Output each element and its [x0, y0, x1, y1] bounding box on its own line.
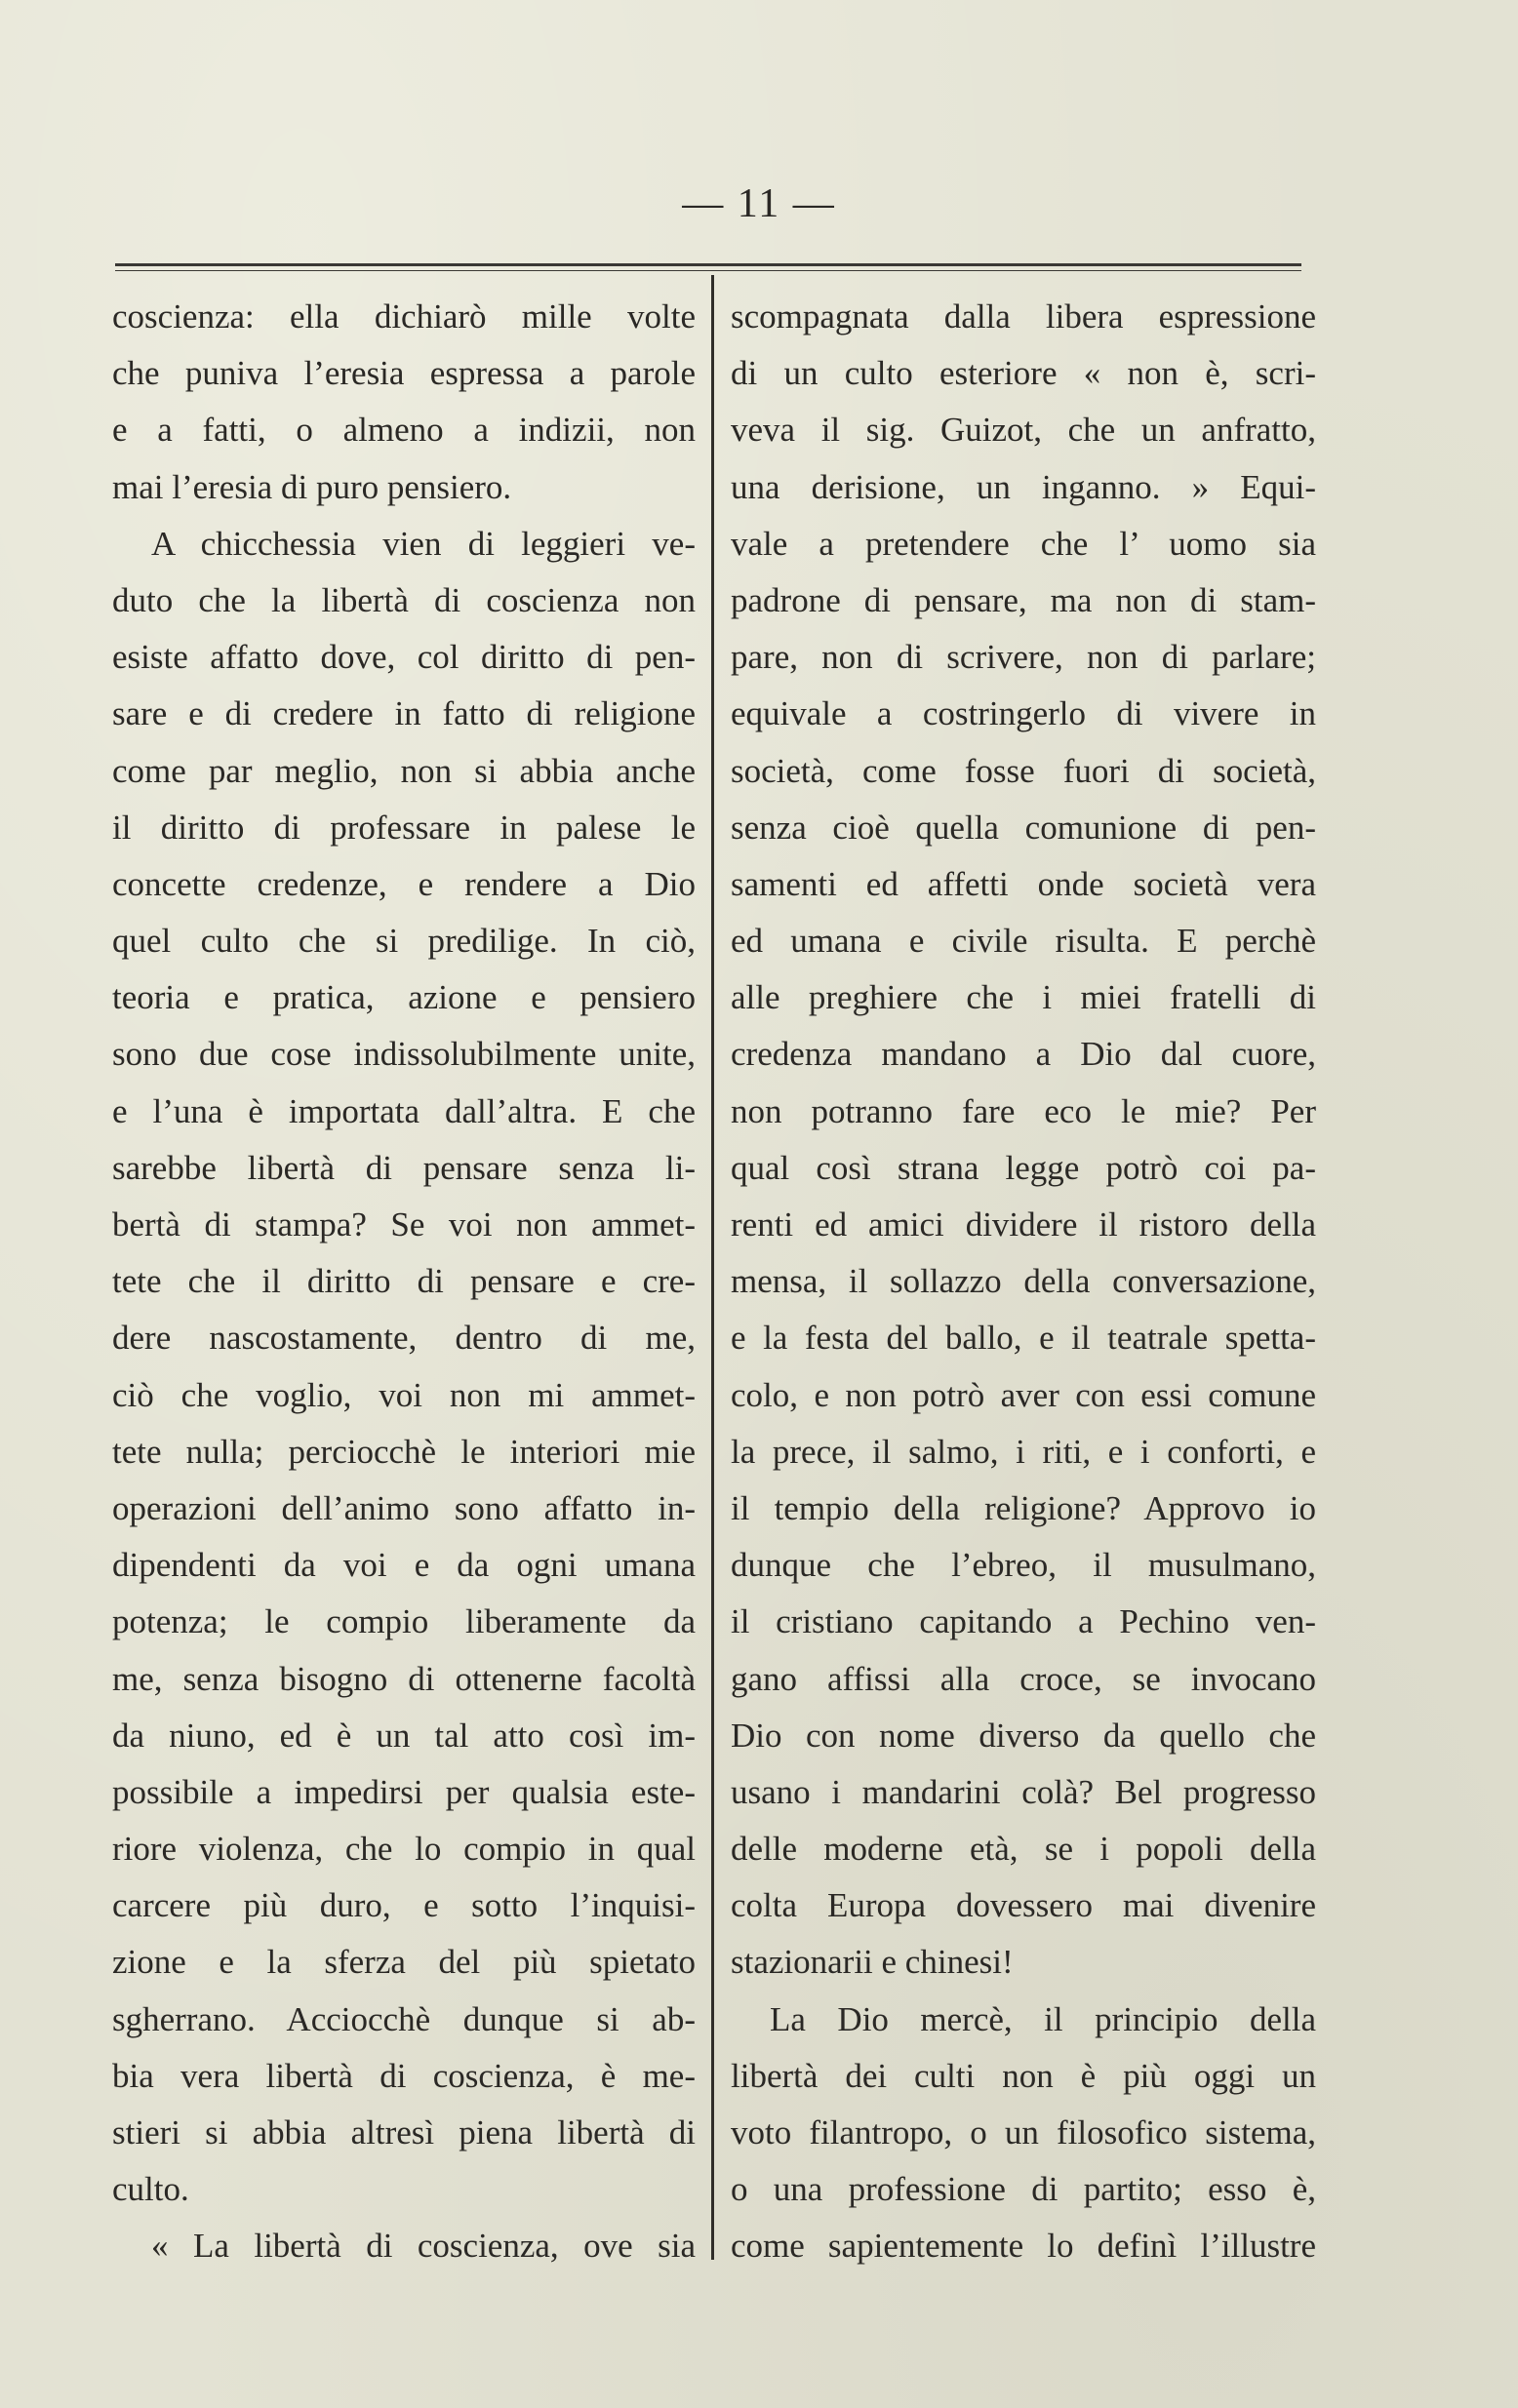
left-column [112, 289, 696, 2275]
text-line: credenza mandano a Dio dal cuore, [731, 1035, 1316, 1074]
header-rule-thin [115, 270, 1301, 271]
text-line: renti ed amici dividere il ristoro della [731, 1205, 1316, 1243]
text-line: come sapientemente lo definì l’illustre [731, 2227, 1316, 2266]
text-line: bia vera libertà di coscienza, è me- [112, 2056, 696, 2095]
text-line: di un culto esteriore « non è, scri- [731, 354, 1316, 393]
text-line: società, come fosse fuori di società, [731, 751, 1316, 790]
text-line: alle preghiere che i miei fratelli di [731, 978, 1316, 1017]
right-column [731, 289, 1316, 2275]
text-line: libertà dei culti non è più oggi un [731, 2056, 1316, 2095]
text-line: voto filantropo, o un filosofico sistema, [731, 2113, 1316, 2151]
text-line: operazioni dell’animo sono affatto in- [112, 1488, 696, 1527]
text-line: pare, non di scrivere, non di parlare; [731, 638, 1316, 677]
text-line: il diritto di professare in palese le [112, 808, 696, 847]
text-line: e a fatti, o almeno a indizii, non [112, 411, 696, 450]
text-line: riore violenza, che lo compio in qual [112, 1830, 696, 1869]
text-line: sare e di credere in fatto di religione [112, 694, 696, 733]
text-line: « La libertà di coscienza, ove sia [151, 2227, 696, 2266]
text-line: tete nulla; perciocchè le interiori mie [112, 1432, 696, 1471]
text-line: dipendenti da voi e da ogni umana [112, 1546, 696, 1585]
text-line: e l’una è importata dall’altra. E che [112, 1091, 696, 1130]
text-line: me, senza bisogno di ottenerne facoltà [112, 1659, 696, 1698]
text-line: vale a pretendere che l’ uomo sia [731, 524, 1316, 563]
text-line: usano i mandarini colà? Bel progresso [731, 1772, 1316, 1811]
text-line: gano affissi alla croce, se invocano [731, 1659, 1316, 1698]
text-line: possibile a impedirsi per qualsia este- [112, 1772, 696, 1811]
text-line: teoria e pratica, azione e pensiero [112, 978, 696, 1017]
header-rule-thick [115, 263, 1301, 266]
text-line: tete che il diritto di pensare e cre- [112, 1262, 696, 1301]
text-line: come par meglio, non si abbia anche [112, 751, 696, 790]
text-line: sono due cose indissolubilmente unite, [112, 1035, 696, 1074]
text-line: dunque che l’ebreo, il musulmano, [731, 1546, 1316, 1585]
text-line: ciò che voglio, voi non mi ammet- [112, 1375, 696, 1414]
text-line: da niuno, ed è un tal atto così im- [112, 1716, 696, 1755]
text-line: una derisione, un inganno. » Equi- [731, 467, 1316, 506]
text-line: sgherrano. Acciocchè dunque si ab- [112, 1999, 696, 2038]
text-line: che puniva l’eresia espressa a parole [112, 354, 696, 393]
text-line: qual così strana legge potrò coi pa- [731, 1148, 1316, 1187]
text-line: colo, e non potrò aver con essi comune [731, 1375, 1316, 1414]
column-divider [711, 275, 714, 2260]
text-line: concette credenze, e rendere a Dio [112, 864, 696, 903]
text-line: dere nascostamente, dentro di me, [112, 1319, 696, 1358]
text-line: scompagnata dalla libera espressione [731, 297, 1316, 336]
text-line: potenza; le compio liberamente da [112, 1602, 696, 1641]
text-line: zione e la sferza del più spietato [112, 1943, 696, 1982]
text-line: senza cioè quella comunione di pen- [731, 808, 1316, 847]
text-line: quel culto che si predilige. In ciò, [112, 922, 696, 961]
text-line: coscienza: ella dichiarò mille volte [112, 297, 696, 336]
text-line: o una professione di partito; esso è, [731, 2170, 1316, 2209]
text-line: stieri si abbia altresì piena libertà di [112, 2113, 696, 2151]
text-line: equivale a costringerlo di vivere in [731, 694, 1316, 733]
text-line: A chicchessia vien di leggieri ve- [151, 524, 696, 563]
text-line: e la festa del ballo, e il teatrale spetta- [731, 1319, 1316, 1358]
text-line: sarebbe libertà di pensare senza li- [112, 1148, 696, 1187]
text-line: colta Europa dovessero mai divenire [731, 1886, 1316, 1925]
text-line: stazionarii e chinesi! [731, 1943, 1014, 1982]
text-line: duto che la libertà di coscienza non [112, 580, 696, 619]
text-line: padrone di pensare, ma non di stam- [731, 580, 1316, 619]
text-line: culto. [112, 2170, 189, 2209]
text-line: delle moderne età, se i popoli della [731, 1830, 1316, 1869]
text-line: il tempio della religione? Approvo io [731, 1488, 1316, 1527]
text-line: samenti ed affetti onde società vera [731, 864, 1316, 903]
text-line: Dio con nome diverso da quello che [731, 1716, 1316, 1755]
text-line: il cristiano capitando a Pechino ven- [731, 1602, 1316, 1641]
text-line: la prece, il salmo, i riti, e i conforti, e [731, 1432, 1316, 1471]
page-number: — 11 — [682, 181, 836, 226]
text-line: mai l’eresia di puro pensiero. [112, 467, 512, 506]
text-line: bertà di stampa? Se voi non ammet- [112, 1205, 696, 1243]
text-line: La Dio mercè, il principio della [770, 1999, 1316, 2038]
text-line: non potranno fare eco le mie? Per [731, 1091, 1316, 1130]
text-line: veva il sig. Guizot, che un anfratto, [731, 411, 1316, 450]
text-line: esiste affatto dove, col diritto di pen- [112, 638, 696, 677]
text-line: carcere più duro, e sotto l’inquisi- [112, 1886, 696, 1925]
text-line: ed umana e civile risulta. E perchè [731, 922, 1316, 961]
text-line: mensa, il sollazzo della conversazione, [731, 1262, 1316, 1301]
